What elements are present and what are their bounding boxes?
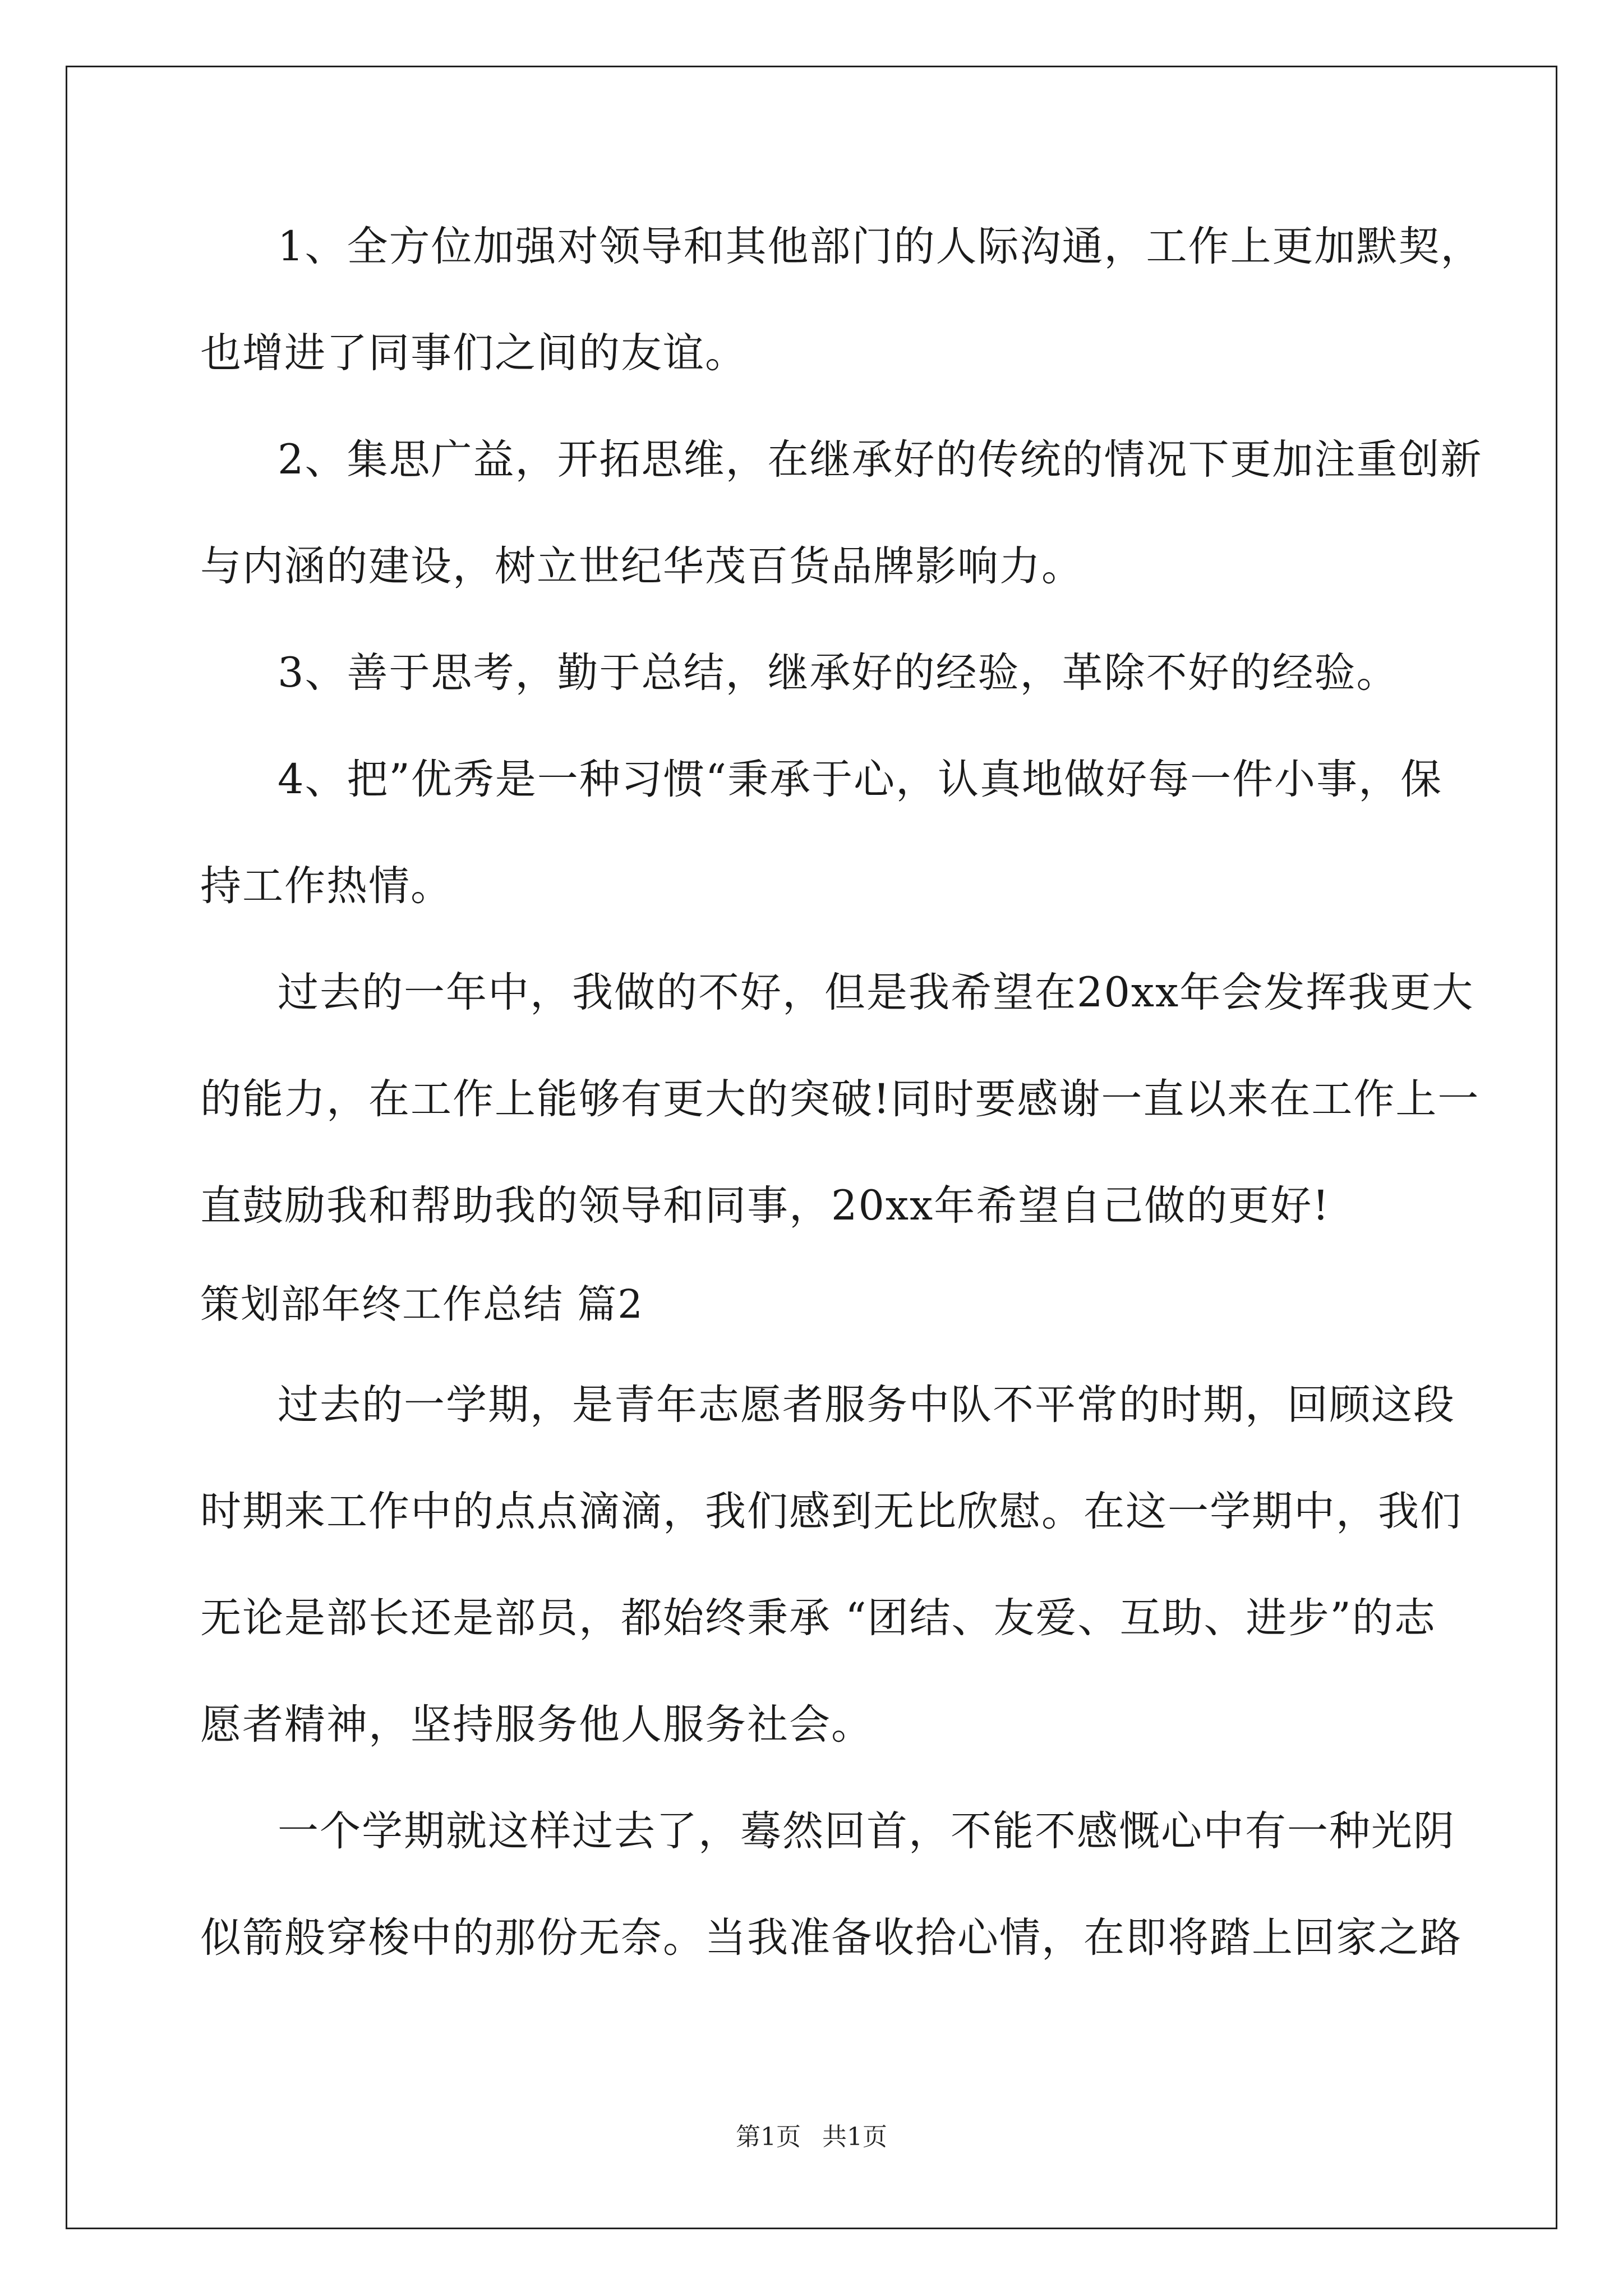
- page-border: [66, 66, 1557, 2229]
- paragraph-line: 4、把”优秀是一种习惯“秉承于心，认真地做好每一件小事，保: [278, 756, 1443, 803]
- paragraph-line: 时期来工作中的点点滴滴，我们感到无比欣慰。在这一学期中，我们: [200, 1488, 1462, 1535]
- paragraph-line: 的能力，在工作上能够有更大的突破!同时要感谢一直以来在工作上一: [200, 1075, 1480, 1123]
- paragraph-line: 一个学期就这样过去了，蓦然回首，不能不感慨心中有一种光阴: [278, 1807, 1455, 1855]
- paragraph-line: 3、善于思考，勤于总结，继承好的经验，革除不好的经验。: [278, 649, 1399, 697]
- page-footer: [0, 2120, 1623, 2154]
- paragraph-line: 直鼓励我和帮助我的领导和同事，20xx年希望自己做的更好!: [200, 1182, 1330, 1230]
- section-heading: 策划部年终工作总结 篇2: [200, 1281, 644, 1327]
- paragraph-line: 与内涵的建设，树立世纪华茂百货品牌影响力。: [200, 542, 1083, 590]
- page-number: 第1页: [736, 2123, 801, 2151]
- paragraph-line: 过去的一学期，是青年志愿者服务中队不平常的时期，回顾这段: [278, 1381, 1455, 1429]
- paragraph-line: 也增进了同事们之间的友谊。: [200, 329, 747, 377]
- paragraph-line: 愿者精神，坚持服务他人服务社会。: [200, 1701, 873, 1749]
- paragraph-line: 1、全方位加强对领导和其他部门的人际沟通，工作上更加默契，: [278, 223, 1483, 270]
- paragraph-line: 过去的一年中，我做的不好，但是我希望在20xx年会发挥我更大: [278, 969, 1474, 1016]
- paragraph-line: 无论是部长还是部员，都始终秉承 “团结、友爱、互助、进步”的志: [200, 1594, 1436, 1642]
- paragraph-line: 似箭般穿梭中的那份无奈。当我准备收拾心情，在即将踏上回家之路: [200, 1914, 1462, 1962]
- paragraph-line: 持工作热情。: [200, 862, 453, 910]
- page-total: 共1页: [822, 2123, 887, 2151]
- paragraph-line: 2、集思广益，开拓思维，在继承好的传统的情况下更加注重创新: [278, 436, 1483, 484]
